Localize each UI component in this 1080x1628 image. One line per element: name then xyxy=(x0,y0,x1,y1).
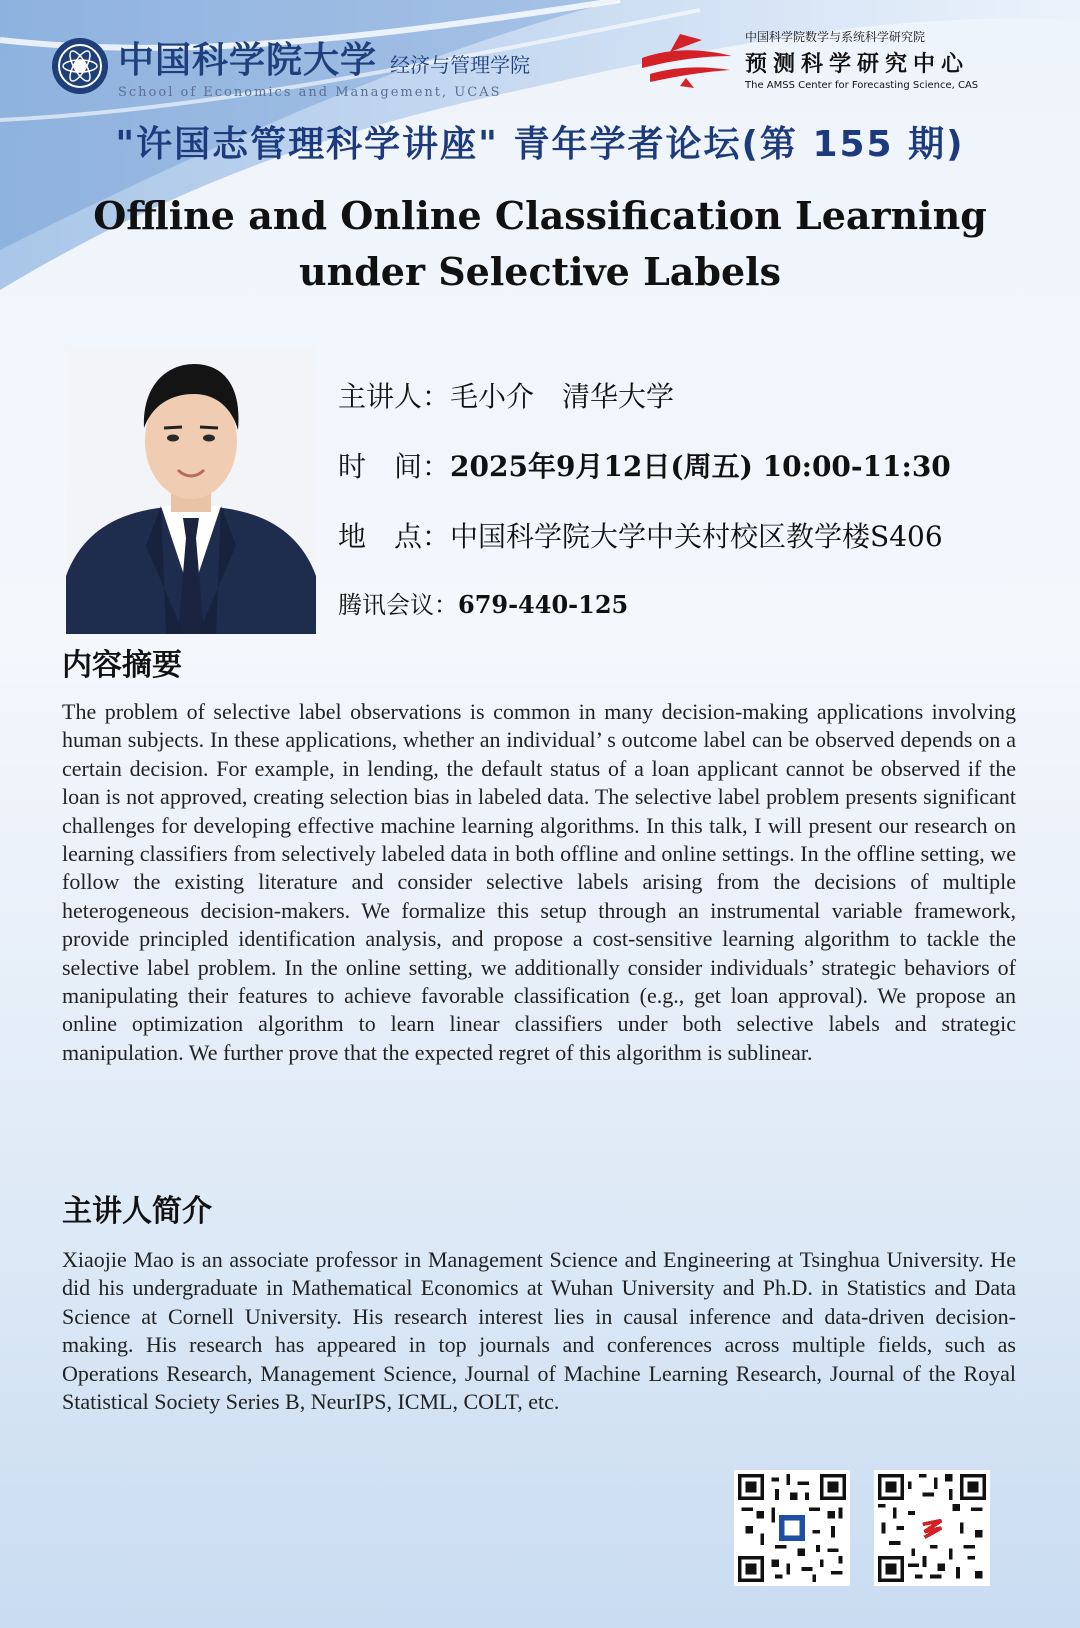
time-label: 时 间： xyxy=(338,450,451,483)
talk-title: Offline and Online Classification Learning under Selective Labels xyxy=(93,193,987,294)
ucas-sem-logo xyxy=(50,32,530,100)
qr-code-right xyxy=(874,1470,990,1586)
ucas-name-cn: 中国科学院大学 xyxy=(118,39,378,81)
location-row xyxy=(338,515,951,585)
location-value: 中国科学院大学中关村校区教学楼S406 xyxy=(450,520,943,553)
school-name-cn: 经济与管理学院 xyxy=(390,53,531,77)
abstract-text: The problem of selective label observations is common in many decision-making applications involving human subjects. In these applications, whether an individual’ s outcome label can be observed depends on a certain decision. For example, in lending, the default status of a loan applicant cannot be observed if the loan is not approved, creating selection bias in labeled data. The selective label problem presents significant challenges for developing effective machine learning algorithms. In this talk, I will present our research on learning classifiers from selectively labeled data in both offline and online settings. In the offline setting, we follow the existing literature and consider selective labels arising from the decisions of multiple heterogeneous decision-makers. We formalize this setup through an instrumental variable framework, provide principled identification analysis, and propose a cost-sensitive learning algorithm to tackle the selective label problem. In the online setting, we additionally consider individuals’ strategic behaviors of manipulating their features to achieve favorable classification (e.g., get loan approval). We propose an online optimization algorithm to learn linear classifiers under both selective labels and strategic manipulation. We further prove that the expected regret of this algorithm is sublinear. xyxy=(62,699,1016,1065)
forecasting-center-logo xyxy=(640,28,978,91)
ucas-seal-icon xyxy=(50,36,110,96)
bio-text: Xiaojie Mao is an associate professor in Management Science and Engineering at Tsinghua University. He did his undergraduate in Mathematical Economics at Wuhan University and Ph.D. in Statistics and Data Science at Cornell University. His research interest lies in causal inference and data-driven decision-making. His research has appeared in top journals and conferences across multiple fields, such as Operations Research, Management Science, Journal of Machine Learning Research, Journal of the Royal Statistical Society Series B, NeurIPS, ICML, COLT, etc. xyxy=(62,1247,1016,1415)
speaker-name: 毛小介 xyxy=(450,380,535,413)
speaker-affiliation: 清华大学 xyxy=(562,380,675,413)
abstract-heading: 内容摘要 xyxy=(62,648,182,683)
school-name-en: School of Economics and Management, UCAS xyxy=(118,85,502,100)
speaker-photo xyxy=(66,346,316,634)
forecasting-center-name-en: The AMSS Center for Forecasting Science, CAS xyxy=(745,80,979,91)
speaker-row xyxy=(338,375,951,445)
location-label: 地 点： xyxy=(338,520,451,553)
meeting-row xyxy=(338,585,951,655)
meeting-id: 679-440-125 xyxy=(458,590,629,619)
amss-name-cn: 中国科学院数学与系统科学研究院 xyxy=(745,30,926,44)
speaker-label: 主讲人： xyxy=(338,380,451,413)
meeting-label: 腾讯会议： xyxy=(338,591,458,619)
event-info xyxy=(338,375,951,655)
series-title: "许国志管理科学讲座" 青年学者论坛(第 155 期) xyxy=(115,124,965,165)
forecasting-center-name-cn: 预测科学研究中心 xyxy=(745,51,970,77)
time-value: 2025年9月12日(周五) 10:00-11:30 xyxy=(450,450,951,483)
bio-heading: 主讲人简介 xyxy=(62,1194,212,1229)
forecasting-center-mark-icon xyxy=(640,30,735,90)
time-row xyxy=(338,445,951,515)
qr-code-left xyxy=(734,1470,850,1586)
